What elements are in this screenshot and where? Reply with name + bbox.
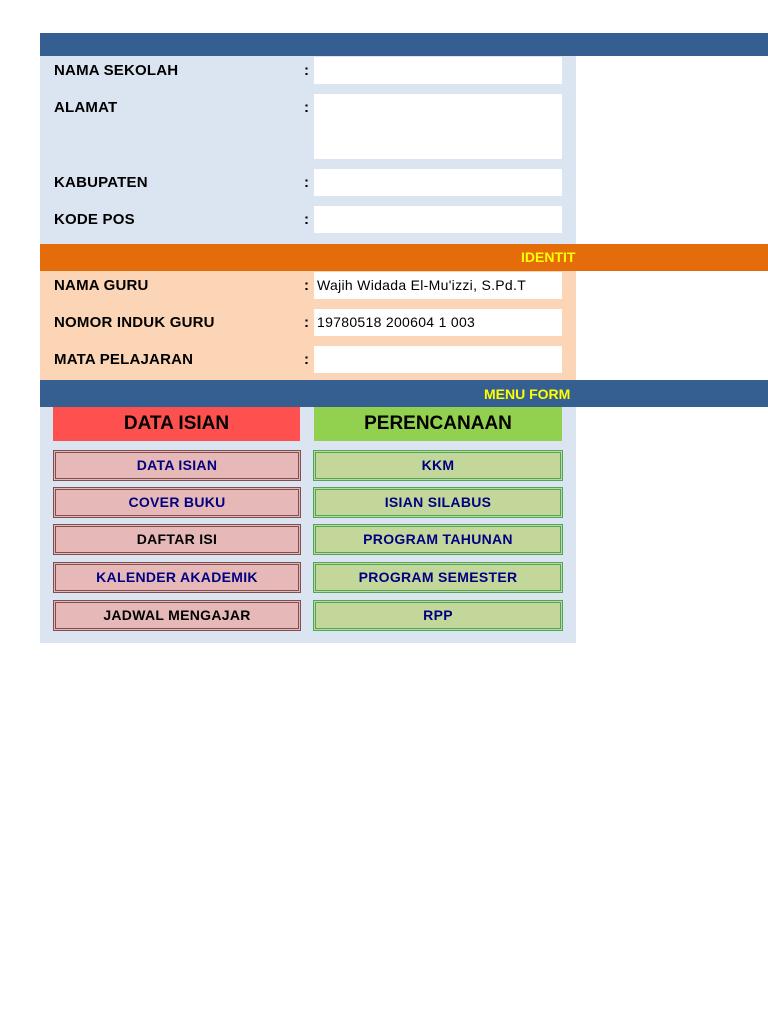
kalender-akademik-button[interactable]: KALENDER AKADEMIK (53, 562, 301, 593)
menu-header-bar (40, 380, 768, 407)
kkm-button[interactable]: KKM (313, 450, 563, 481)
school-header-bar (40, 33, 768, 56)
cover-buku-button[interactable]: COVER BUKU (53, 487, 301, 518)
perencanaan-title: PERENCANAAN (314, 407, 562, 441)
mata-pelajaran-label: MATA PELAJARAN (54, 351, 194, 368)
program-semester-button[interactable]: PROGRAM SEMESTER (313, 562, 563, 593)
teacher-header-bar (40, 244, 768, 271)
nama-guru-colon: : (304, 277, 309, 294)
nomor-induk-guru-field[interactable]: 19780518 200604 1 003 (314, 309, 562, 336)
daftar-isi-button[interactable]: DAFTAR ISI (53, 524, 301, 555)
kode-pos-field[interactable] (314, 206, 562, 233)
nomor-induk-guru-colon: : (304, 314, 309, 331)
nama-sekolah-field[interactable] (314, 57, 562, 84)
kabupaten-label: KABUPATEN (54, 174, 148, 191)
teacher-header-title: IDENTIT (521, 249, 576, 265)
kode-pos-label: KODE POS (54, 211, 135, 228)
data-isian-button[interactable]: DATA ISIAN (53, 450, 301, 481)
isian-silabus-button[interactable]: ISIAN SILABUS (313, 487, 563, 518)
mata-pelajaran-colon: : (304, 351, 309, 368)
menu-header-title: MENU FORM (484, 386, 571, 402)
nama-guru-field[interactable]: Wajih Widada El-Mu'izzi, S.Pd.T (314, 272, 562, 299)
kabupaten-colon: : (304, 174, 309, 191)
nama-guru-label: NAMA GURU (54, 277, 149, 294)
alamat-colon: : (304, 99, 309, 116)
nomor-induk-guru-label: NOMOR INDUK GURU (54, 314, 215, 331)
nama-sekolah-label: NAMA SEKOLAH (54, 62, 179, 79)
kode-pos-colon: : (304, 211, 309, 228)
nama-sekolah-colon: : (304, 62, 309, 79)
kabupaten-field[interactable] (314, 169, 562, 196)
alamat-label: ALAMAT (54, 99, 118, 116)
program-tahunan-button[interactable]: PROGRAM TAHUNAN (313, 524, 563, 555)
alamat-field[interactable] (314, 94, 562, 159)
jadwal-mengajar-button[interactable]: JADWAL MENGAJAR (53, 600, 301, 631)
mata-pelajaran-field[interactable] (314, 346, 562, 373)
data-isian-title: DATA ISIAN (53, 407, 300, 441)
rpp-button[interactable]: RPP (313, 600, 563, 631)
